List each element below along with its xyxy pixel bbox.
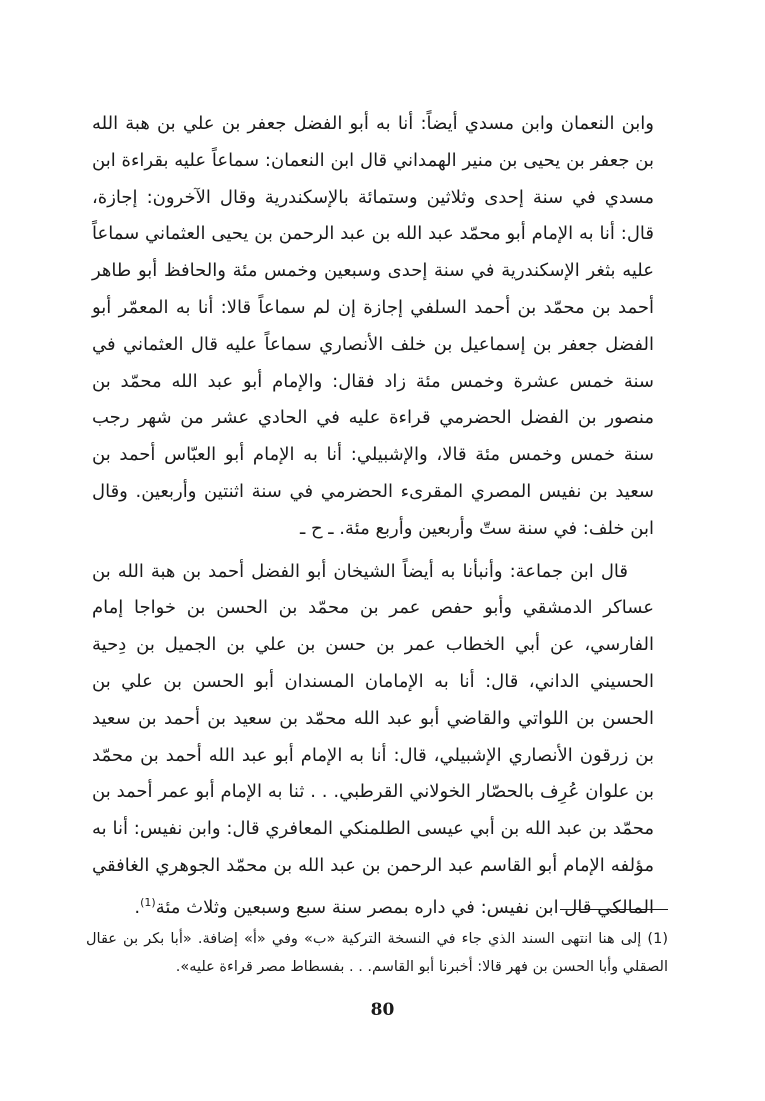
- footnote-separator: [560, 909, 668, 910]
- paragraph-2-text: قال ابن جماعة: وأنبأنا به أيضاً الشيخان أبو الفضل أحمد بن هبة الله بن عساكر الدمشقي وأبو حفص عمر بن محمّد بن الحسن بن خواجا إمام الفارسي، عن أبي الخطاب عمر بن حسن بن علي بن الجميل بن دِحية الحسيني الداني، قال: أنا به الإمامان المسندان أبو الحسن بن علي بن الحسن بن اللواتي والقاضي أبو عبد الله محمّد بن سعيد بن أحمد بن سعيد بن زرقون الأنصاري الإشبيلي، قال: أنا به الإمام أبو عبد الله أحمد بن محمّد بن علوان عُرِف بالحصّار الخولاني القرطبي. . . ثنا به الإمام أبو عمر أحمد بن محمّد بن عبد الله بن أبي عيسى الطلمنكي المعافري قال: وابن نفيس: أنا به مؤلفه الإمام أبو القاسم عبد الرحمن بن عبد الله بن محمّد الجوهري الغافقي المالكي قال ابن نفيس: في داره بمصر سنة سبع وسبعين وثلاث مئة: [92, 560, 654, 918]
- paragraph-1-text: وابن النعمان وابن مسدي أيضاً: أنا به أبو الفضل جعفر بن علي بن هبة الله بن جعفر بن يحيى بن منير الهمداني قال ابن النعمان: سماعاً عليه بقراءة ابن مسدي في سنة إحدى وثلاثين وستمائة بالإسكندرية وقال الآخرون: إجازة، قال: أنا به الإمام أبو محمّد عبد الله بن عبد الرحمن بن يحيى العثماني سماعاً عليه بثغر الإسكندرية في سنة إحدى وسبعين وخمس مئة والحافظ أبو طاهر أحمد بن محمّد بن أحمد السلفي إجازة إن لم سماعاً قالا: أنا به المعمّر أبو الفضل جعفر بن إسماعيل بن خلف الأنصاري سماعاً عليه قال العثماني في سنة خمس عشرة وخمس مئة زاد فقال: والإمام أبو عبد الله محمّد بن منصور بن الفضل الحضرمي قراءة عليه في الحادي عشر من شهر رجب سنة خمس وخمس مئة قالا، والإشبيلي: أنا به الإمام أبو العبّاس أحمد بن سعيد بن نفيس المصري المقرىء الحضرمي في سنة اثنتين وأربعين. وقال ابن خلف: في سنة ستّ وأربعين وأربع مئة. ـ ح ـ: [92, 113, 654, 539]
- main-text: [92, 106, 654, 927]
- footnote-text: (1) إلى هنا انتهى السند الذي جاء في النسخة التركية «ب» وفي «أ» إضافة. «أبا بكر بن عقال الصقلي وأبا الحسن بن فهر قالا: أخبرنا أبو القاسم. . . بفسطاط مصر قراءة عليه».: [86, 931, 668, 975]
- footnote: [86, 925, 668, 981]
- page-number: 80: [370, 1000, 395, 1020]
- footnote-reference: (1): [140, 895, 156, 909]
- paragraph-2-end: .: [134, 896, 141, 918]
- paragraph-2: [92, 554, 654, 927]
- paragraph-1: [92, 106, 654, 548]
